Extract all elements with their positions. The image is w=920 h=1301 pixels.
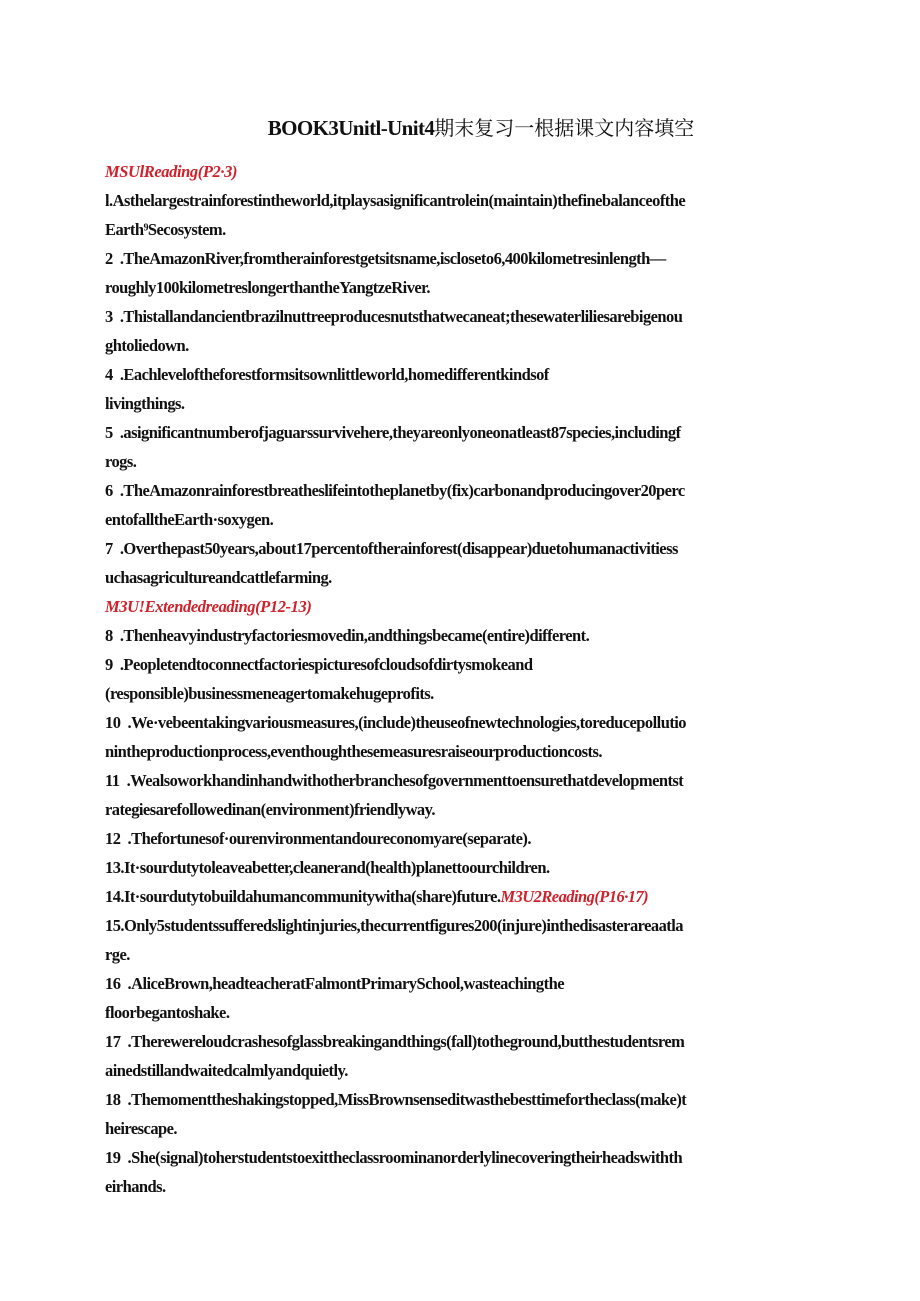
exercise-line: uchasagricultureandcattlefarming. — [105, 568, 332, 587]
exercise-text: 14.It·sourdutytobuildahumancommunitywitha(share)future. — [105, 887, 501, 906]
exercise-line: 13.It·sourdutytoleaveabetter,cleanerand(health)planettoourchildren. — [105, 858, 550, 877]
worksheet-page — [105, 112, 817, 1201]
exercise-line: 2 .TheAmazonRiver,fromtherainforestgetsitsname,isclosetо6,400kilometresinlength— — [105, 249, 666, 268]
exercise-line: 5 .asignificantnumberofjaguarssurvivehere,theyareonlyoneonatleast87species,includingf — [105, 423, 681, 442]
exercise-line: 16 .AliceBrown,headteacheratFalmontPrimarySchool,wasteachingthe — [105, 974, 564, 993]
exercise-line: heirescape. — [105, 1119, 178, 1138]
exercise-line: Earth⁹Secosystem. — [105, 220, 226, 239]
exercise-line: 11 .Wealsoworkhandinhandwithotherbranchesofgovernmenttoensurethatdevelopmentst — [105, 771, 684, 790]
exercise-line: rategiesarefollowedinan(environment)friendlyway. — [105, 800, 435, 819]
exercise-line: entofalltheEarth·soxygen. — [105, 510, 274, 529]
section-heading-m3u2-reading: M3U2Reading(P16·17) — [500, 887, 649, 906]
exercise-line: 19 .She(signal)toherstudentstoexittheclassroominanorderlylinecoveringtheirheadswithth — [105, 1148, 683, 1167]
exercise-line: 18 .Themomenttheshakingstopped,MissBrownsenseditwasthebesttimefortheclass(make)t — [105, 1090, 687, 1109]
exercise-line: floorbegantoshake. — [105, 1003, 230, 1022]
exercise-line: livingthings. — [105, 394, 185, 413]
exercise-line: l.Asthelargestrainforestintheworld,itplaysasignificantrolein(maintain)thefinebalanceofthe — [105, 191, 686, 210]
exercise-line-with-section — [105, 882, 817, 911]
exercise-line: rogs. — [105, 452, 137, 471]
exercise-line: 17 .Therewereloudcrashesofglassbreakingandthings(fall)totheground,butthestudentsrem — [105, 1032, 685, 1051]
section-heading-m3u1-reading: MSUlReading(P2·3) — [105, 162, 238, 181]
section-heading-m3u1-extended-reading: M3U!Extendedreading(P12-13) — [105, 597, 312, 616]
exercise-line: 9 .Peopletendtoconnectfactoriespicturesofcloudsofdirtysmokeand — [105, 655, 533, 674]
exercise-line: 12 .Thefortunesof·ourenvironmentandoureconomyare(separate). — [105, 829, 531, 848]
exercise-line: 8 .Thenheavyindustryfactoriesmovedin,andthingsbecame(entire)different. — [105, 626, 590, 645]
exercise-line: 7 .Overthepast50years,about17percentoftherainforest(disappear)duetohumanactivitiess — [105, 539, 678, 558]
exercise-line: 10 .We·vebeentakingvariousmeasures,(include)theuseofnewtechnologies,toreducepollutio — [105, 713, 687, 732]
exercise-line: ainedstillandwaitedcalmlyandquietly. — [105, 1061, 348, 1080]
exercise-line: (responsible)businessmeneagertomakehugeprofits. — [105, 684, 434, 703]
exercise-line: nintheproductionprocess,eventhoughthesemeasuresraiseourproductioncosts. — [105, 742, 602, 761]
exercise-line: roughly100kilometreslongerthantheYangtzeRiver. — [105, 278, 431, 297]
title-english: BOOK3Unitl-Unit4 — [267, 116, 435, 140]
page-title — [105, 112, 817, 141]
exercise-line: rge. — [105, 945, 130, 964]
exercise-line: 15.Only5studentssufferedslightinjuries,thecurrentfigures200(injure)inthedisasterareaatla — [105, 916, 683, 935]
exercise-line: 6 .TheAmazonrainforestbreatheslifeintotheplanetby(fix)carbonandproducingover20perc — [105, 481, 685, 500]
exercise-line: 3 .Thistallandancientbrazilnuttreeproducesnutsthatwecaneat;thesewaterliliesarebigenou — [105, 307, 683, 326]
exercise-line: 4 .Eachleveloftheforestformsitsownlittleworld,homedifferentkindsof — [105, 365, 549, 384]
title-chinese: 期末复习一根据课文内容填空 — [434, 116, 695, 140]
exercise-line: eirhands. — [105, 1177, 166, 1196]
exercise-line: ghtoliedown. — [105, 336, 189, 355]
